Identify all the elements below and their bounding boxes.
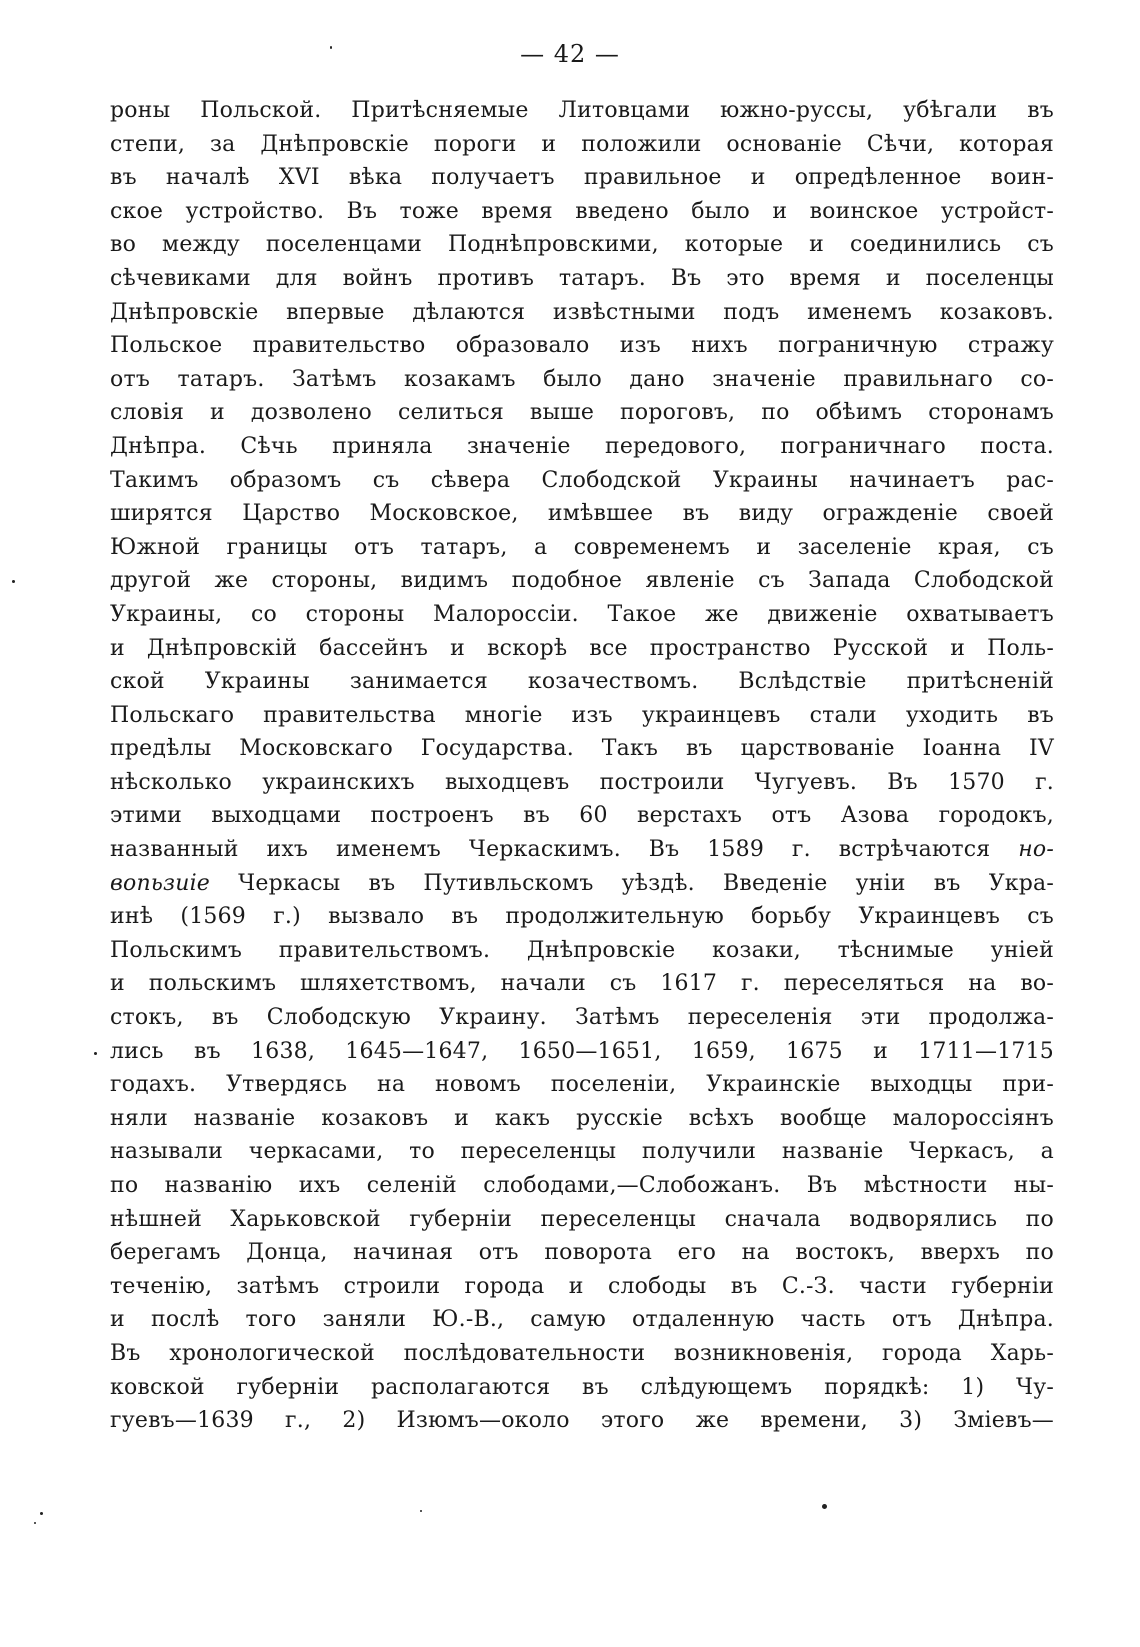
text-line: и послѣ того заняли Ю.-В., самую отдаленную часть отъ Днѣпра. bbox=[110, 1307, 1054, 1333]
text-line: ширятся Царство Московское, имѣвшее въ виду огражденіе своей bbox=[110, 501, 1054, 527]
text-line: берегамъ Донца, начиная отъ поворота его на востокъ, вверхъ по bbox=[110, 1240, 1054, 1266]
text-line: и Днѣпровскій бассейнъ и вскорѣ все пространство Русской и Поль- bbox=[110, 635, 1054, 661]
text-line: теченію, затѣмъ строили города и слободы въ С.-З. части губерніи bbox=[110, 1273, 1054, 1299]
text-line: ковской губерніи располагаются въ слѣдующемъ порядкѣ: 1) Чу- bbox=[110, 1374, 1054, 1400]
body-text bbox=[110, 94, 1054, 1438]
scan-speck bbox=[94, 1052, 97, 1055]
text-line: гуевъ—1639 г., 2) Изюмъ—около этого же времени, 3) Зміевъ— bbox=[110, 1408, 1054, 1434]
text-line-part: Черкасы въ Путивльскомъ уѣздѣ. Введеніе уніи въ Укра- bbox=[238, 870, 1054, 896]
text-line: годахъ. Утвердясь на новомъ поселеніи, Украинскіе выходцы при- bbox=[110, 1072, 1054, 1098]
scan-speck bbox=[330, 46, 332, 49]
text-line: ское устройство. Въ тоже время введено было и воинское устройст- bbox=[110, 198, 1054, 224]
text-line: сѣчевиками для войнъ противъ татаръ. Въ это время и поселенцы bbox=[110, 265, 1054, 291]
scan-speck bbox=[12, 580, 15, 583]
page-number: — 42 — bbox=[520, 40, 620, 68]
text-line-with-italic bbox=[110, 833, 1054, 867]
italic-fragment: вопьзиіе bbox=[110, 870, 211, 896]
text-line: другой же стороны, видимъ подобное явленіе съ Запада Слободской bbox=[110, 568, 1054, 594]
text-line: стокъ, въ Слободскую Украину. Затѣмъ переселенія эти продолжа- bbox=[110, 1005, 1054, 1031]
text-line: въ началѣ XVI вѣка получаетъ правильное и опредѣленное воин- bbox=[110, 165, 1054, 191]
text-line: Днѣпровскіе впервые дѣлаются извѣстными подъ именемъ козаковъ. bbox=[110, 299, 1054, 325]
text-line: Южной границы отъ татаръ, а современемъ и заселеніе края, съ bbox=[110, 534, 1054, 560]
text-line: Днѣпра. Сѣчь приняла значеніе передового, пограничнаго поста. bbox=[110, 433, 1054, 459]
text-line: нѣшней Харьковской губерніи переселенцы сначала водворялись по bbox=[110, 1206, 1054, 1232]
text-line: степи, за Днѣпровскіе пороги и положили основаніе Сѣчи, которая bbox=[110, 131, 1054, 157]
text-line: по названію ихъ селеній слободами,—Слобожанъ. Въ мѣстности ны- bbox=[110, 1173, 1054, 1198]
text-line: во между поселенцами Поднѣпровскими, которые и соединились съ bbox=[110, 232, 1054, 258]
text-line-with-italic bbox=[110, 867, 1054, 901]
text-line: Польскаго правительства многіе изъ украинцевъ стали уходить въ bbox=[110, 702, 1054, 728]
text-line: инѣ (1569 г.) вызвало въ продолжительную борьбу Украинцевъ съ bbox=[110, 904, 1054, 930]
text-line-part: названный ихъ именемъ Черкаскимъ. Въ 1589 г. встрѣчаются bbox=[110, 837, 991, 863]
text-line: называли черкасами, то переселенцы получили названіе Черкасъ, а bbox=[110, 1139, 1054, 1165]
text-line: отъ татаръ. Затѣмъ козакамъ было дано значеніе правильнаго со- bbox=[110, 366, 1054, 392]
text-line: роны Польской. Притѣсняемые Литовцами южно-руссы, убѣгали въ bbox=[110, 98, 1054, 123]
scan-speck bbox=[34, 1522, 36, 1524]
text-line: нѣсколько украинскихъ выходцевъ построили Чугуевъ. Въ 1570 г. bbox=[110, 769, 1054, 795]
text-line: лись въ 1638, 1645—1647, 1650—1651, 1659, 1675 и 1711—1715 bbox=[110, 1038, 1054, 1064]
scan-speck bbox=[420, 1510, 422, 1512]
scan-speck bbox=[40, 1512, 43, 1515]
text-line: этими выходцами построенъ въ 60 верстахъ отъ Азова городокъ, bbox=[110, 803, 1054, 829]
text-line: Украины, со стороны Малороссіи. Такое же движеніе охватываетъ bbox=[110, 601, 1054, 627]
italic-fragment: но- bbox=[1018, 837, 1054, 863]
text-line: Польское правительство образовало изъ нихъ пограничную стражу bbox=[110, 333, 1054, 359]
text-line: няли названіе козаковъ и какъ русскіе всѣхъ вообще малороссіянъ bbox=[110, 1105, 1054, 1131]
text-line: предѣлы Московскаго Государства. Такъ въ царствованіе Іоанна IV bbox=[110, 736, 1054, 762]
text-line: Польскимъ правительствомъ. Днѣпровскіе козаки, тѣснимые уніей bbox=[110, 937, 1054, 963]
text-line: Въ хронологической послѣдовательности возникновенія, города Харь- bbox=[110, 1340, 1054, 1366]
text-line: ской Украины занимается козачествомъ. Вслѣдствіе притѣсненій bbox=[110, 669, 1054, 695]
text-line: словія и дозволено селиться выше пороговъ, по обѣимъ сторонамъ bbox=[110, 400, 1054, 426]
scan-speck bbox=[822, 1504, 827, 1509]
text-line: Такимъ образомъ съ сѣвера Слободской Украины начинаетъ рас- bbox=[110, 467, 1054, 493]
text-line: и польскимъ шляхетствомъ, начали съ 1617 г. переселяться на во- bbox=[110, 971, 1054, 997]
